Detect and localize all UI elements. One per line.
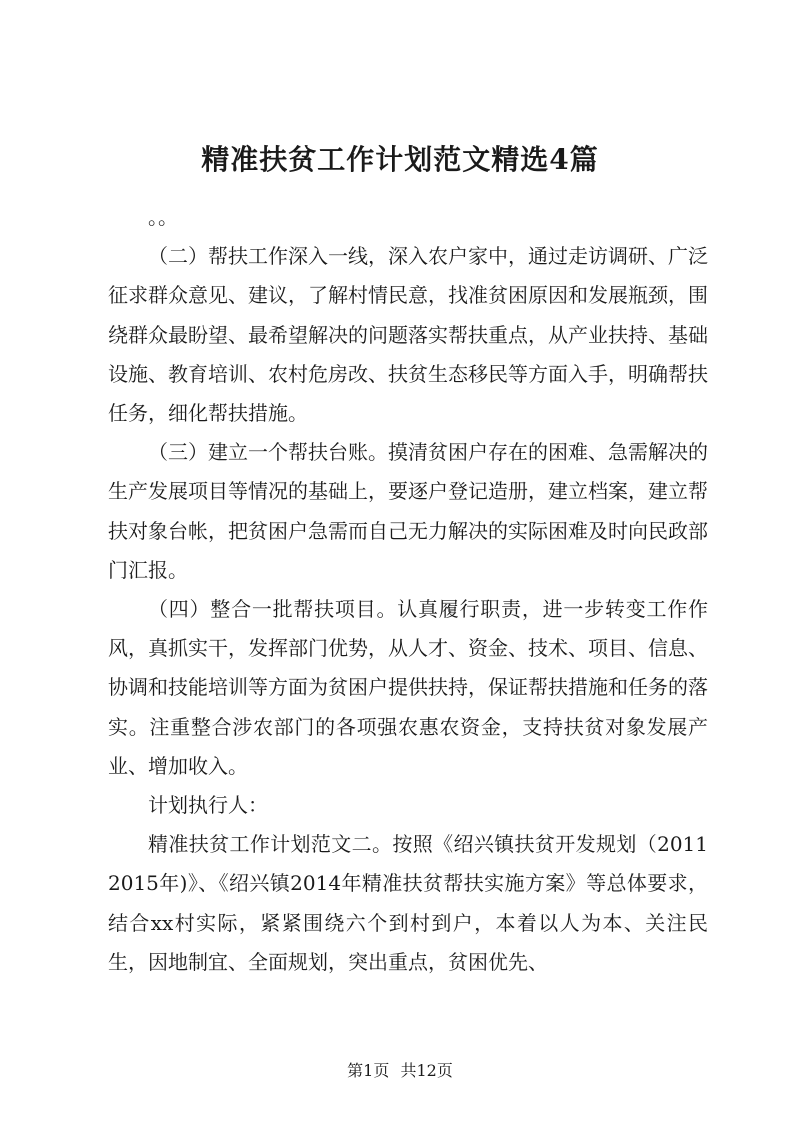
paragraph-section-3: （三）建立一个帮扶台账。摸清贫困户存在的困难、急需解决的生产发展项目等情况的基础上，要逐户登记造册，建立档案，建立帮扶对象台帐，把贫困户急需而自己无力解决的实际困难及时向民政部门汇报。 bbox=[108, 440, 708, 582]
document-body bbox=[108, 198, 708, 982]
document-title: 精准扶贫工作计划范文精选4篇 bbox=[201, 143, 599, 176]
paragraph-section-2: （二）帮扶工作深入一线，深入农户家中，通过走访调研、广泛征求群众意见、建议，了解村情民意，找准贫困原因和发展瓶颈，围绕群众最盼望、最希望解决的问题落实帮扶重点，从产业扶持、基础设施、教育培训、农村危房改、扶贫生态移民等方面入手，明确帮扶任务，细化帮扶措施。 bbox=[108, 244, 708, 426]
paragraph-ellipsis: 。。 bbox=[148, 205, 178, 229]
page-footer bbox=[0, 1060, 800, 1082]
paragraph-section-4: （四）整合一批帮扶项目。认真履行职责，进一步转变工作作风，真抓实干，发挥部门优势，从人才、资金、技术、项目、信息、协调和技能培训等方面为贫困户提供扶持，保证帮扶措施和任务的落实。注重整合涉农部门的各项强农惠农资金，支持扶贫对象发展产业、增加收入。 bbox=[108, 597, 708, 778]
page-number: 第1页 bbox=[347, 1061, 390, 1080]
paragraph-plan-executor: 计划执行人： bbox=[148, 793, 268, 818]
paragraph-plan-two: 精准扶贫工作计划范文二。按照《绍兴镇扶贫开发规划（20112015年)》、《绍兴镇2014年精准扶贫帮扶实施方案》等总体要求，结合xx村实际，紧紧围绕六个到村到户，本着以人为本、关注民生，因地制宜、全面规划，突出重点，贫困优先、 bbox=[108, 832, 708, 974]
page-total: 共12页 bbox=[400, 1061, 453, 1080]
